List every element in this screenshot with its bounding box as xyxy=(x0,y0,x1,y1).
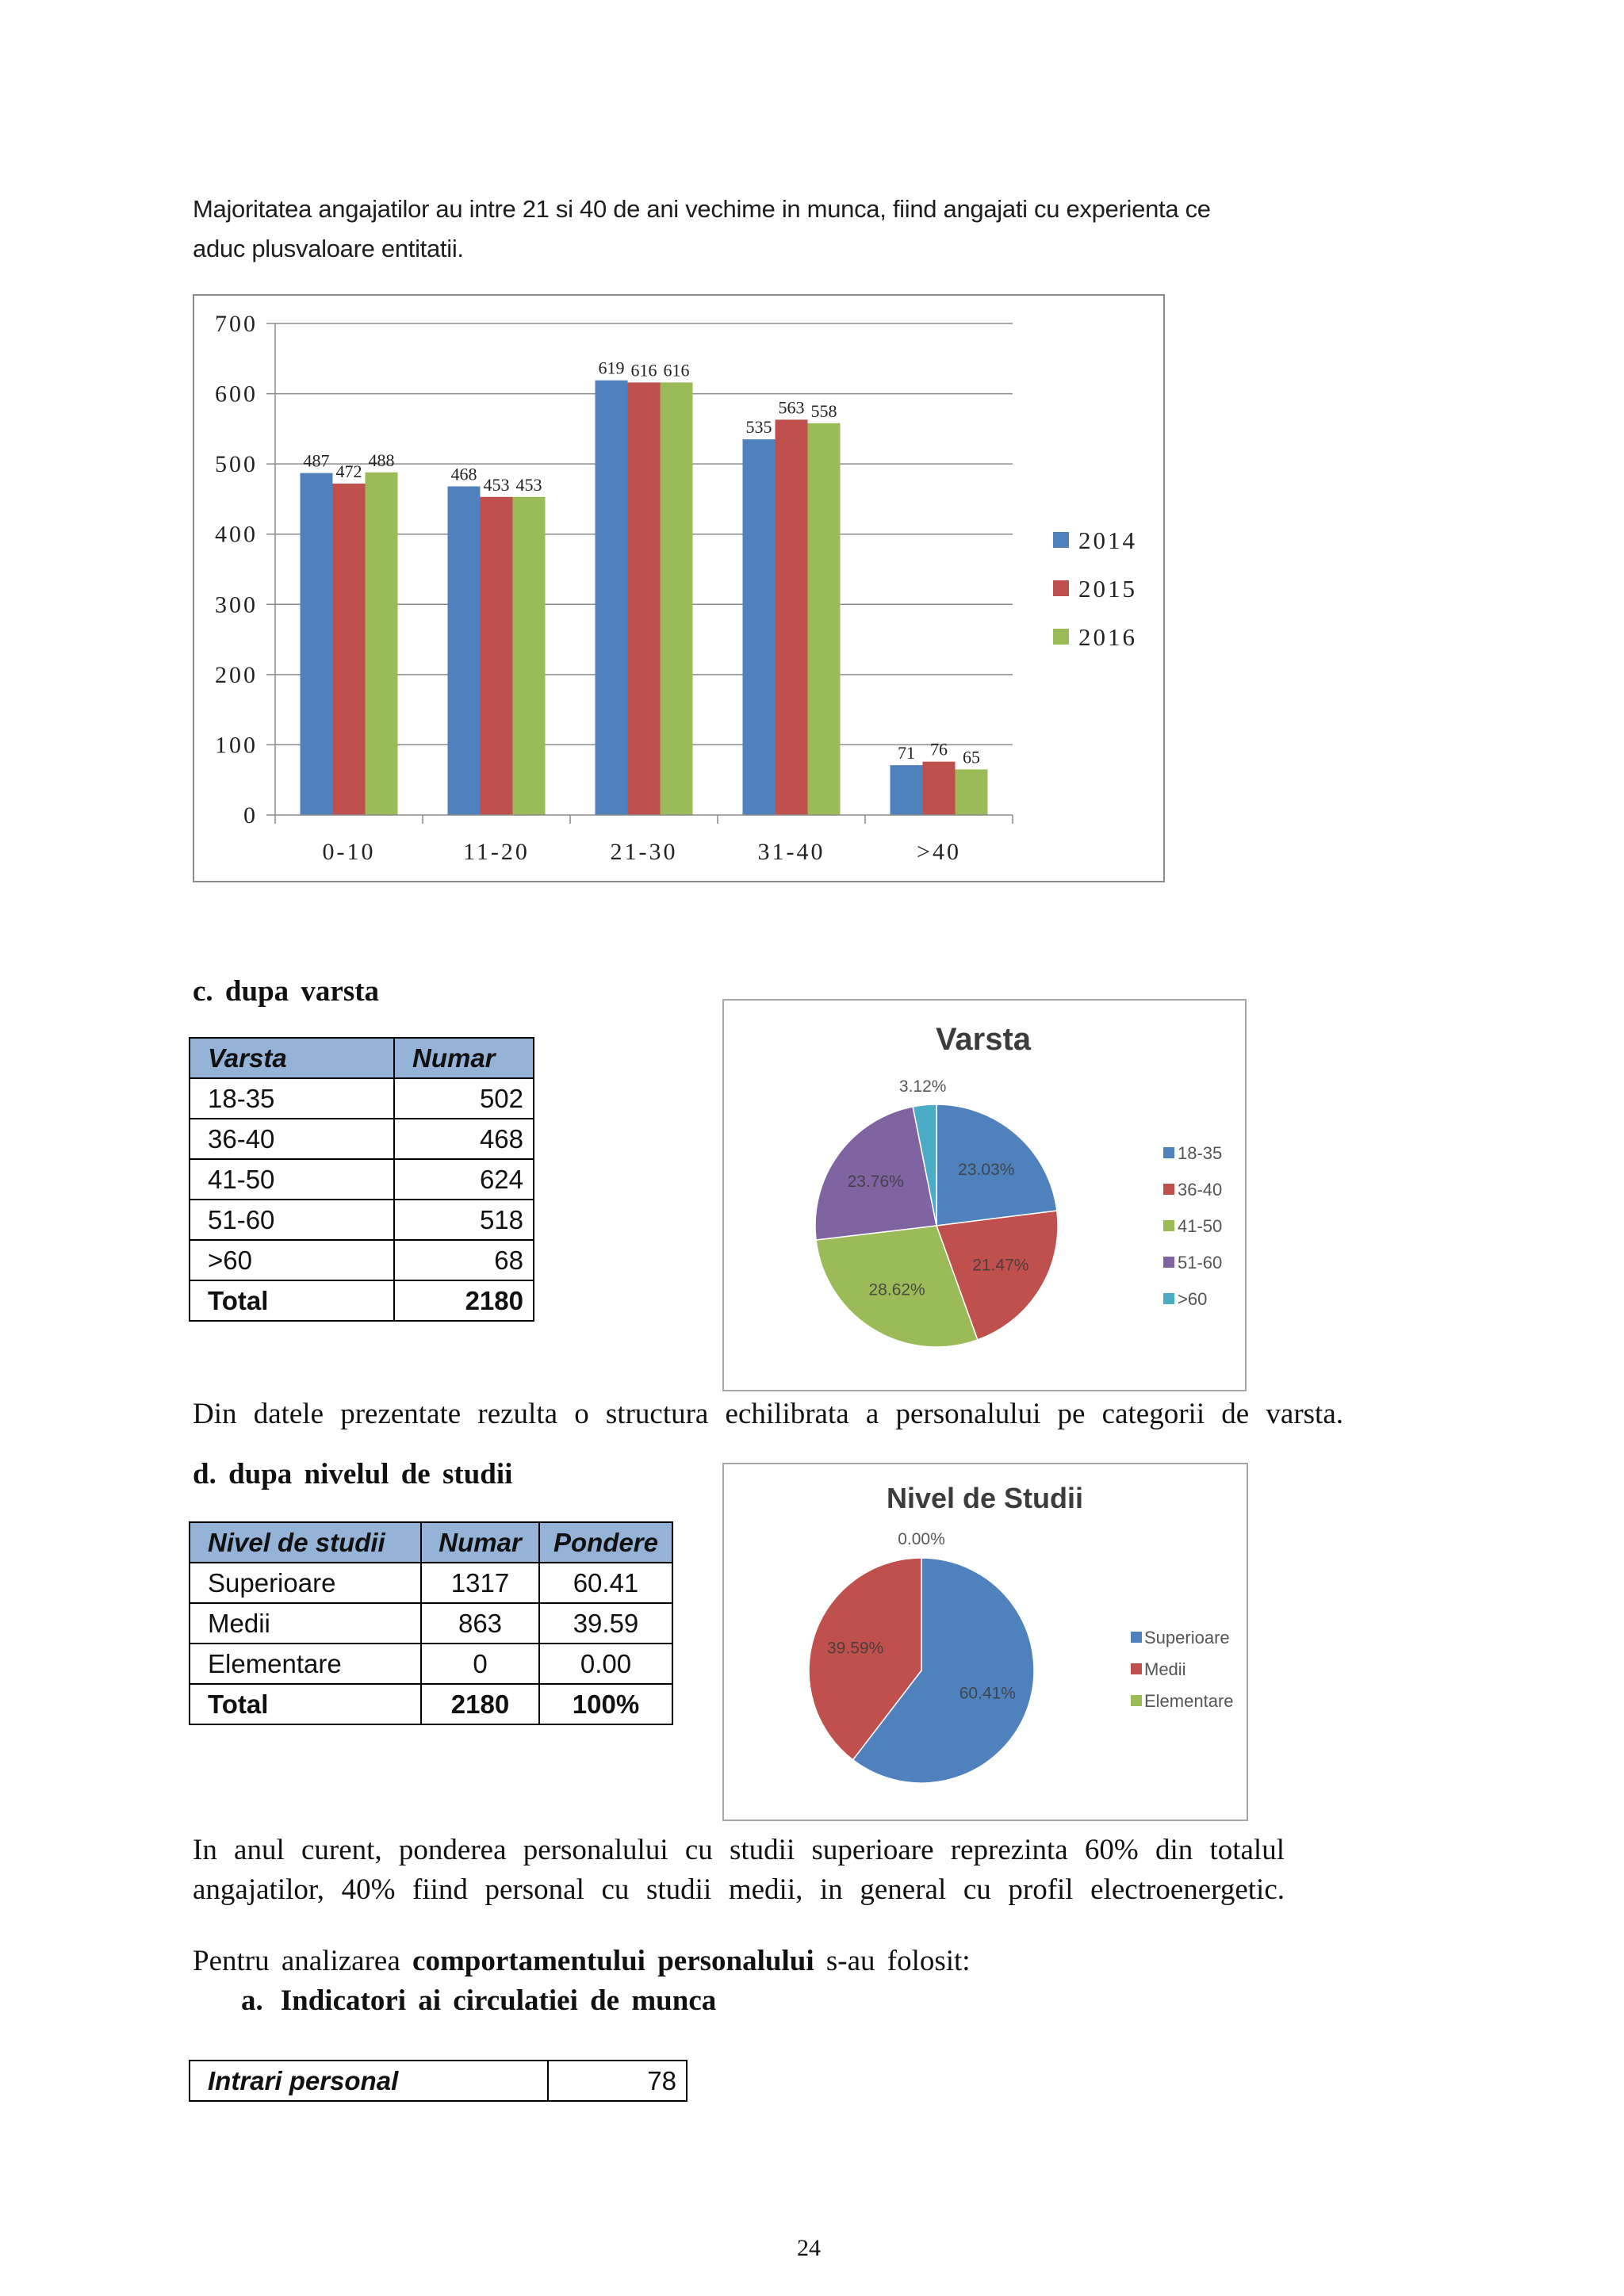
studii-table xyxy=(189,1521,673,1725)
bar-data-label: 468 xyxy=(450,464,477,484)
analysis-intro-start: Pentru analizarea xyxy=(193,1945,400,1977)
seniority-bar-chart xyxy=(193,294,1165,882)
legend-label: 41-50 xyxy=(1178,1216,1223,1236)
legend-swatch xyxy=(1163,1293,1174,1304)
bar-2015-11-20 xyxy=(481,497,513,815)
legend-label: 2014 xyxy=(1078,526,1137,554)
pie-data-label: 28.62% xyxy=(868,1280,925,1299)
varsta-pie-chart xyxy=(722,999,1247,1391)
table-row xyxy=(190,1078,534,1119)
varsta-paragraph: Din datele prezentate rezulta o structura echilibrata a personalului pe categorii de varsta. xyxy=(193,1398,1343,1430)
bar-data-label: 453 xyxy=(483,474,510,495)
table-cell: Elementare xyxy=(190,1644,421,1684)
pie-data-label: 23.76% xyxy=(847,1173,904,1192)
bar-2016-11-20 xyxy=(513,497,546,815)
bar-data-label: 619 xyxy=(598,358,625,378)
legend-swatch xyxy=(1163,1257,1174,1268)
table-total-row xyxy=(190,1684,672,1724)
bar-2015->40 xyxy=(923,762,956,815)
total-label: Total xyxy=(190,1684,421,1724)
bar-2016-31-40 xyxy=(808,423,841,815)
x-tick-label: 31-40 xyxy=(757,839,825,865)
y-tick-label: 300 xyxy=(215,591,258,618)
x-tick-label: 11-20 xyxy=(463,839,530,865)
bar-data-label: 487 xyxy=(303,450,330,471)
bar-2014-21-30 xyxy=(596,381,628,815)
table-cell: 502 xyxy=(394,1078,534,1119)
y-tick-label: 500 xyxy=(215,451,258,478)
bar-2014-11-20 xyxy=(448,486,481,815)
analysis-intro xyxy=(193,1944,971,1979)
total-share: 100% xyxy=(539,1684,672,1724)
bar-chart-svg xyxy=(193,294,1165,882)
y-tick-label: 200 xyxy=(215,661,258,688)
bar-2016-21-30 xyxy=(661,382,693,815)
table-row xyxy=(190,1200,534,1240)
list-marker: a. xyxy=(241,1984,263,2017)
table-cell: 1317 xyxy=(421,1563,539,1603)
chart-title: Varsta xyxy=(935,1022,1032,1057)
legend-label: 51-60 xyxy=(1178,1253,1223,1272)
table-row xyxy=(190,1563,672,1603)
table-cell: Medii xyxy=(190,1603,421,1644)
total-value: 2180 xyxy=(421,1684,539,1724)
legend-label: Elementare xyxy=(1144,1691,1234,1711)
column-header-varsta: Varsta xyxy=(190,1038,394,1078)
column-header-nivel: Nivel de studii xyxy=(190,1522,421,1563)
analysis-intro-bold: comportamentului personalului xyxy=(412,1945,814,1977)
table-cell: 0.00 xyxy=(539,1644,672,1684)
bar-data-label: 563 xyxy=(778,397,805,418)
bar-data-label: 488 xyxy=(368,450,395,470)
bar-data-label: 453 xyxy=(515,474,542,495)
legend-label: 2016 xyxy=(1078,623,1137,651)
y-tick-label: 100 xyxy=(215,732,258,759)
table-cell: 624 xyxy=(394,1159,534,1200)
y-tick-label: 700 xyxy=(215,311,258,337)
bar-data-label: 558 xyxy=(810,400,837,421)
table-row xyxy=(190,1119,534,1159)
table-row xyxy=(190,1603,672,1644)
x-tick-label: >40 xyxy=(917,839,961,865)
table-row xyxy=(190,2061,687,2101)
table-cell: 18-35 xyxy=(190,1078,394,1119)
legend-label: 36-40 xyxy=(1178,1180,1223,1200)
varsta-pie-svg xyxy=(722,999,1247,1391)
pie-data-label: 3.12% xyxy=(898,1077,947,1096)
bar-data-label: 71 xyxy=(898,743,915,763)
bar-2015-0-10 xyxy=(333,484,366,815)
legend-swatch xyxy=(1163,1147,1174,1158)
indicator-list-item xyxy=(241,1984,716,2019)
total-value: 2180 xyxy=(394,1280,534,1321)
bar-data-label: 65 xyxy=(963,747,980,767)
x-tick-label: 0-10 xyxy=(322,839,376,865)
column-header-pondere: Pondere xyxy=(539,1522,672,1563)
pie-data-label: 21.47% xyxy=(972,1256,1029,1275)
bar-2016-0-10 xyxy=(366,473,398,815)
chart-title: Nivel de Studii xyxy=(886,1482,1084,1514)
table-total-row xyxy=(190,1280,534,1321)
bar-2014->40 xyxy=(891,765,923,815)
table-cell: 0 xyxy=(421,1644,539,1684)
legend-swatch xyxy=(1131,1632,1142,1643)
section-d-heading: d. dupa nivelul de studii xyxy=(193,1458,513,1490)
table-row xyxy=(190,1644,672,1684)
bar-data-label: 616 xyxy=(663,360,690,381)
total-label: Total xyxy=(190,1280,394,1321)
legend-swatch xyxy=(1053,629,1069,645)
table-cell: 39.59 xyxy=(539,1603,672,1644)
analysis-intro-end: s-au folosit: xyxy=(825,1945,971,1977)
legend-label: >60 xyxy=(1178,1289,1208,1309)
table-row xyxy=(190,1240,534,1280)
pie-data-label: 39.59% xyxy=(827,1639,884,1658)
table-cell: 60.41 xyxy=(539,1563,672,1603)
list-item-label: Indicatori ai circulatiei de munca xyxy=(280,1984,717,2017)
legend-swatch xyxy=(1053,532,1069,548)
x-tick-label: 21-30 xyxy=(610,839,678,865)
studii-paragraph-line: angajatilor, 40% fiind personal cu studii medii, in general cu profil electroenergetic. xyxy=(193,1873,1285,1906)
legend-swatch xyxy=(1053,580,1069,596)
legend-swatch xyxy=(1131,1695,1142,1706)
legend-swatch xyxy=(1131,1663,1142,1674)
table-cell: 863 xyxy=(421,1603,539,1644)
bar-2016->40 xyxy=(956,769,988,815)
studii-paragraph-line: In anul curent, ponderea personalului cu studii superioare reprezinta 60% din totalul xyxy=(193,1834,1285,1866)
table-header-row xyxy=(190,1038,534,1078)
intro-paragraph xyxy=(193,189,1211,269)
table-row xyxy=(190,1159,534,1200)
table-cell: 468 xyxy=(394,1119,534,1159)
pie-data-label: 60.41% xyxy=(959,1684,1016,1703)
table-cell: Superioare xyxy=(190,1563,421,1603)
y-tick-label: 0 xyxy=(243,802,258,828)
intrari-label: Intrari personal xyxy=(190,2061,548,2101)
table-cell: 518 xyxy=(394,1200,534,1240)
table-cell: 36-40 xyxy=(190,1119,394,1159)
legend-swatch xyxy=(1163,1184,1174,1195)
table-cell: 51-60 xyxy=(190,1200,394,1240)
page-number: 24 xyxy=(797,2235,821,2261)
pie-data-label: 23.03% xyxy=(958,1160,1015,1179)
y-tick-label: 600 xyxy=(215,381,258,408)
intro-line: Majoritatea angajatilor au intre 21 si 40 de ani vechime in munca, fiind angajati cu experienta ce xyxy=(193,195,1211,223)
legend-label: 2015 xyxy=(1078,575,1137,603)
pie-data-label: 0.00% xyxy=(898,1530,945,1548)
legend-label: 18-35 xyxy=(1178,1143,1223,1163)
intrari-table xyxy=(189,2060,688,2102)
bar-2015-31-40 xyxy=(776,419,808,815)
column-header-numar: Numar xyxy=(394,1038,534,1078)
studii-pie-chart xyxy=(722,1463,1248,1821)
intro-line: aduc plusvaloare entitatii. xyxy=(193,235,464,262)
bar-2014-31-40 xyxy=(743,439,776,815)
table-cell: 41-50 xyxy=(190,1159,394,1200)
y-tick-label: 400 xyxy=(215,521,258,548)
legend-swatch xyxy=(1163,1220,1174,1231)
bar-data-label: 472 xyxy=(335,461,362,481)
studii-pie-svg xyxy=(722,1463,1248,1821)
bar-data-label: 616 xyxy=(630,360,657,381)
intrari-value: 78 xyxy=(548,2061,687,2101)
legend-label: Medii xyxy=(1144,1659,1186,1679)
table-cell: >60 xyxy=(190,1240,394,1280)
bar-2014-0-10 xyxy=(301,473,333,815)
section-c-heading: c. dupa varsta xyxy=(193,975,380,1008)
bar-data-label: 535 xyxy=(745,417,772,438)
bar-data-label: 76 xyxy=(930,739,948,760)
varsta-table xyxy=(189,1037,534,1322)
legend-label: Superioare xyxy=(1144,1628,1230,1647)
table-header-row xyxy=(190,1522,672,1563)
column-header-numar: Numar xyxy=(421,1522,539,1563)
bar-2015-21-30 xyxy=(628,382,661,815)
table-cell: 68 xyxy=(394,1240,534,1280)
studii-paragraph xyxy=(193,1831,1285,1910)
